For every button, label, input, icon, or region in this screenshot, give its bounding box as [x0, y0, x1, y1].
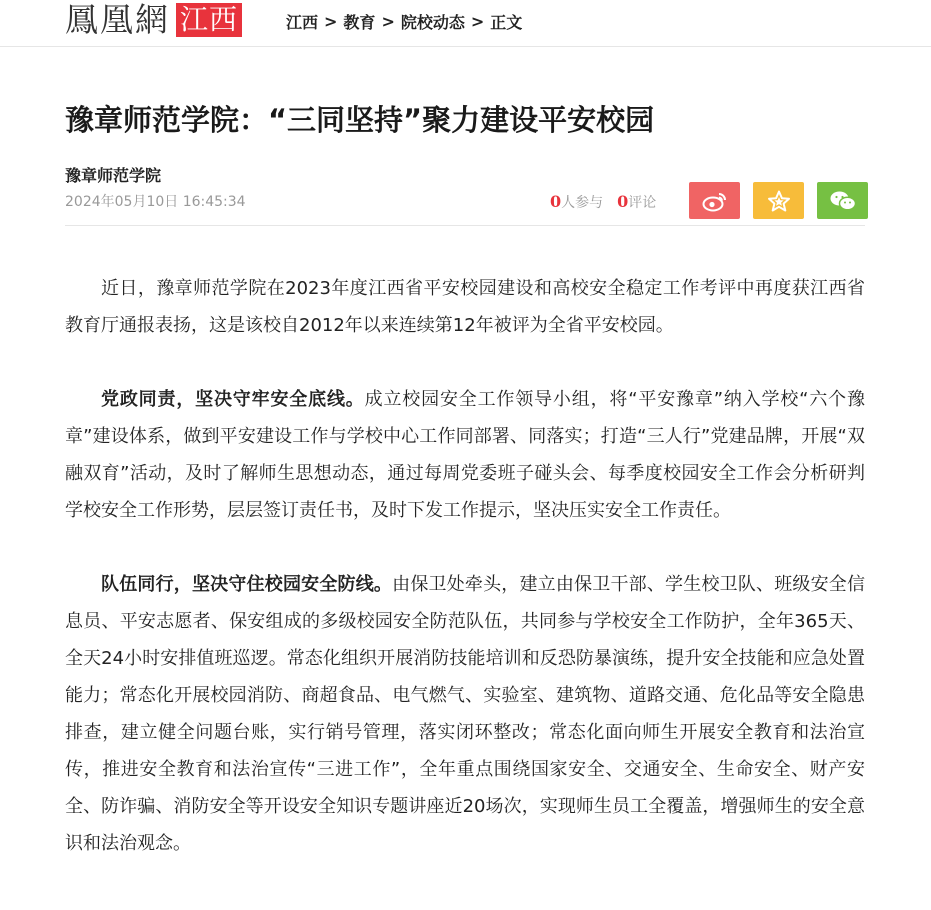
breadcrumb-separator: > [324, 12, 338, 31]
breadcrumb-item-education[interactable]: 教育 [343, 13, 376, 32]
participants-count: 0 [550, 192, 562, 211]
article-source[interactable]: 豫章师范学院 [65, 166, 162, 185]
article-paragraph [65, 270, 865, 344]
article-stats [550, 192, 656, 212]
weibo-share-button[interactable] [689, 182, 740, 219]
comments-label: 评论 [628, 195, 657, 211]
breadcrumb [286, 10, 522, 33]
article-paragraph [65, 381, 865, 529]
article-datetime: 2024年05月10日 16:45:34 [65, 194, 246, 210]
article-title: 豫章师范学院：“三同坚持”聚力建设平安校园 [65, 103, 655, 137]
paragraph-lead: 党政同责，坚决守牢安全底线。 [101, 389, 365, 410]
star-icon [767, 190, 791, 212]
wechat-share-button[interactable] [817, 182, 868, 219]
favorite-button[interactable] [753, 182, 804, 219]
site-logo[interactable] [65, 0, 242, 40]
weibo-icon [702, 190, 728, 212]
logo-region: 江西 [176, 3, 242, 37]
paragraph-text: 由保卫处牵头，建立由保卫干部、学生校卫队、班级安全信息员、平安志愿者、保安组成的多级校园安全防范队伍，共同参与学校安全工作防护，全年365天、全天24小时安排值班巡逻。常态化组织开展消防技能培训和反恐防暴演练，提升安全技能和应急处置能力；常态化开展校园消防、商超食品、电气燃气、实验室、建筑物、道路交通、危化品等安全隐患排查，建立健全问题台账，实行销号管理，落实闭环整改；常态化面向师生开展安全教育和法治宣传，推进安全教育和法治宣传“三进工作”，全年重点围绕国家安全、交通安全、生命安全、财产安全、防诈骗、消防安全等开设安全知识专题讲座近20场次，实现师生员工全覆盖，增强师生的安全意识和法治观念。 [65, 574, 866, 854]
comments-count: 0 [617, 192, 629, 211]
comments-stat[interactable] [617, 192, 656, 212]
header-divider [65, 225, 865, 226]
paragraph-lead: 队伍同行，坚决守住校园安全防线。 [101, 574, 393, 595]
top-bar [0, 0, 931, 47]
breadcrumb-item-article: 正文 [490, 13, 523, 32]
paragraph-text: 近日，豫章师范学院在2023年度江西省平安校园建设和高校安全稳定工作考评中再度获江西省教育厅通报表扬，这是该校自2012年以来连续第12年被评为全省平安校园。 [65, 278, 865, 336]
breadcrumb-item-school-news[interactable]: 院校动态 [400, 13, 465, 32]
logo-text: 鳳凰網 [65, 0, 170, 39]
participants-stat[interactable] [550, 192, 603, 212]
breadcrumb-separator: > [381, 12, 395, 31]
paragraph-text: 成立校园安全工作领导小组，将“平安豫章”纳入学校“六个豫章”建设体系，做到平安建设工作与学校中心工作同部署、同落实；打造“三人行”党建品牌，开展“双融双育”活动，及时了解师生思想动态，通过每周党委班子碰头会、每季度校园安全工作会分析研判学校安全工作形势，层层签订责任书，及时下发工作提示，坚决压实安全工作责任。 [65, 389, 865, 521]
breadcrumb-item-jiangxi[interactable]: 江西 [286, 13, 319, 32]
breadcrumb-separator: > [470, 12, 485, 31]
article-paragraph [65, 566, 865, 862]
wechat-icon [829, 190, 857, 212]
share-buttons [689, 182, 868, 219]
article-body [65, 270, 865, 899]
participants-label: 人参与 [561, 195, 604, 211]
